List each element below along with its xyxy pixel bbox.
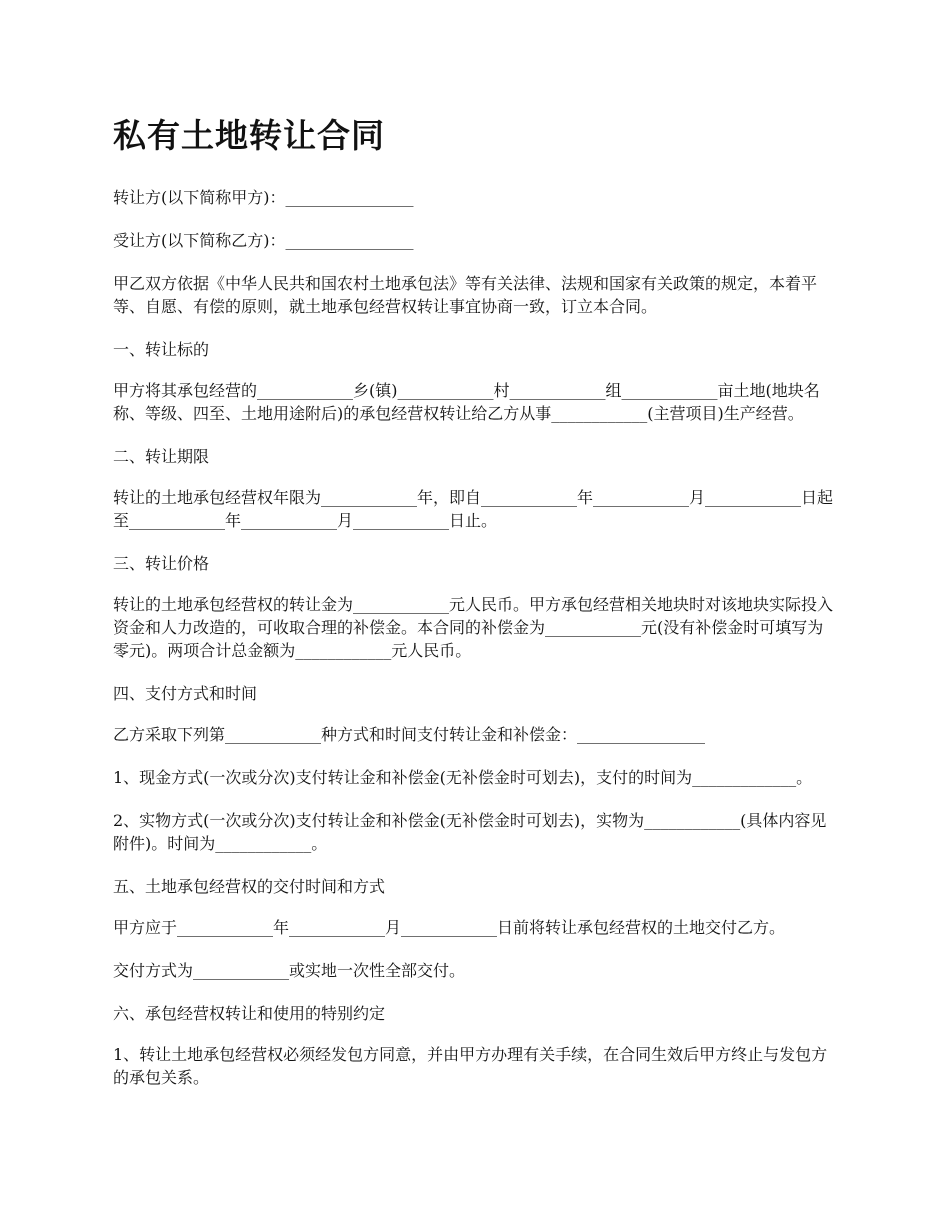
paragraph: 转让的土地承包经营权的转让金为____________元人民币。甲方承包经营相关地块时对该地块实际投入资金和人力改造的，可收取合理的补偿金。本合同的补偿金为____________元(没有补偿金时可填写为零元)。两项合计总金额为____________元人民币。 — [113, 595, 834, 660]
party-a-line: 转让方(以下简称甲方)：________________ — [113, 188, 414, 207]
paragraph: 1、现金方式(一次或分次)支付转让金和补偿金(无补偿金时可划去)，支付的时间为_____________。 — [113, 768, 813, 787]
section-heading: 五、土地承包经营权的交付时间和方式 — [113, 877, 386, 896]
document-title: 私有土地转让合同 — [113, 116, 385, 155]
preamble: 甲乙双方依据《中华人民共和国农村土地承包法》等有关法律、法规和国家有关政策的规定，本着平等、自愿、有偿的原则，就土地承包经营权转让事宜协商一致，订立本合同。 — [113, 274, 818, 316]
section-heading: 六、承包经营权转让和使用的特别约定 — [113, 1004, 386, 1023]
party-b-line: 受让方(以下简称乙方)：________________ — [113, 231, 414, 250]
section-heading: 三、转让价格 — [113, 554, 210, 573]
section-heading: 一、转让标的 — [113, 340, 210, 359]
section-heading: 二、转让期限 — [113, 447, 210, 466]
paragraph: 转让的土地承包经营权年限为____________年，即自____________年____________月____________日起至____________年____________月____________日止。 — [113, 488, 834, 530]
paragraph: 甲方将其承包经营的____________乡(镇)____________村____________组____________亩土地(地块名称、等级、四至、土地用途附后)的承包经营权转让给乙方从事____________(主营项目)生产经营。 — [113, 381, 820, 423]
paragraph: 交付方式为____________或实地一次性全部交付。 — [113, 961, 466, 980]
paragraph: 1、转让土地承包经营权必须经发包方同意，并由甲方办理有关手续，在合同生效后甲方终止与发包方的承包关系。 — [113, 1045, 828, 1087]
document-page — [113, 112, 839, 1109]
paragraph: 乙方采取下列第____________种方式和时间支付转让金和补偿金：________________ — [113, 725, 706, 744]
section-heading: 四、支付方式和时间 — [113, 684, 258, 703]
paragraph: 2、实物方式(一次或分次)支付转让金和补偿金(无补偿金时可划去)，实物为____________(具体内容见附件)。时间为____________。 — [113, 811, 827, 853]
paragraph: 甲方应于____________年____________月____________日前将转让承包经营权的土地交付乙方。 — [113, 918, 786, 937]
